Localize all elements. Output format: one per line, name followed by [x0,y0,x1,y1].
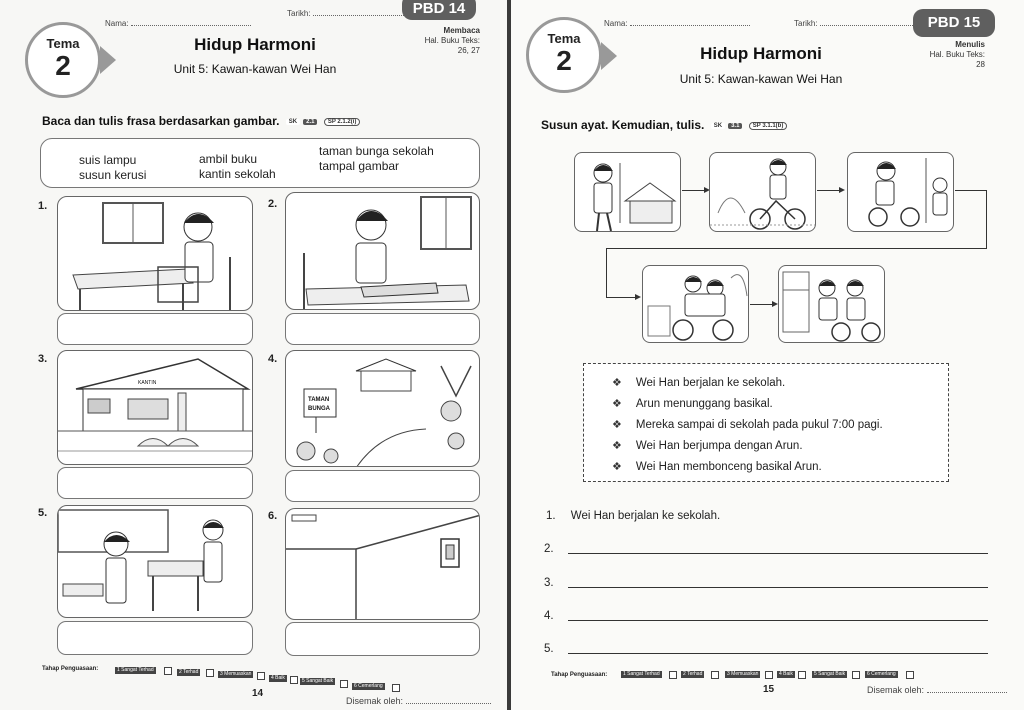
flow-connector [606,248,987,249]
nama-label: Nama: [105,19,129,28]
story-picture-riding-together [642,265,749,343]
sentence-text: Mereka sampai di sekolah pada pukul 7:00 pagi. [635,419,883,431]
tema-badge [25,22,101,98]
taman-sign-2: BUNGA [308,406,330,412]
taman-sign-1: TAMAN [308,397,330,403]
level-label: 4 Baik [779,671,793,677]
answer-box-5[interactable] [57,621,253,655]
page-number: 15 [763,684,775,695]
garden-illustration [286,351,480,467]
meeting-illustration [848,153,954,232]
instruction-text: Susun ayat. Kemudian, tulis. [541,118,705,132]
sentence-text: Wei Han berjalan ke sekolah. [635,377,786,389]
picture-canteen [57,350,253,465]
story-picture-cycling [709,152,816,232]
item-number: 6. [268,510,278,522]
answer-number: 1. [546,510,556,522]
classroom-illustration [58,506,253,618]
sentence-item [612,376,785,389]
tema-arrow-icon [601,42,617,70]
phrase-item: susun kerusi [79,168,147,182]
picture-girls-in-classroom [57,505,253,618]
level-checkbox[interactable] [257,672,265,680]
answer-line-5[interactable] [568,653,988,654]
answer-number: 5. [544,643,554,655]
phrase-item: taman bunga sekolah [319,144,434,158]
boy-chair-illustration [58,197,253,311]
buku-pages: 28 [976,60,985,69]
answer-line-4[interactable] [568,620,988,621]
flow-connector [986,190,987,248]
cycling-illustration [710,153,816,232]
level-checkbox[interactable] [906,671,914,679]
phrase-item: suis lampu [79,153,137,167]
arriving-school-illustration [779,266,885,343]
item-number: 4. [268,353,278,365]
item-number: 1. [38,200,48,212]
disemak-label: Disemak oleh: [346,696,404,706]
sentence-text: Wei Han membonceng basikal Arun. [635,461,822,473]
boy-book-illustration [286,193,480,310]
picture-boy-with-book [285,192,480,310]
level-label: 2 Terhad [683,671,703,677]
answer-line-3[interactable] [568,587,988,588]
tema-number: 2 [55,50,71,81]
instruction-text: Baca dan tulis frasa berdasarkan gambar. [42,114,280,128]
instruction [541,118,787,132]
answer-box-2[interactable] [285,313,480,345]
level-checkbox[interactable] [340,680,348,688]
flow-arrow [606,297,636,298]
answer-number: 2. [544,543,554,555]
page-title: Hidup Harmoni [700,44,822,63]
sentence-text: Arun menunggang basikal. [635,398,773,410]
level-checkbox[interactable] [798,671,806,679]
picture-light-switch-room [285,508,480,620]
skill-label: Menulis [955,40,985,49]
level-checkbox[interactable] [206,669,214,677]
answer-number: 3. [544,577,554,589]
item-number: 3. [38,353,48,365]
sentence-item [612,418,883,431]
arrow-right-icon [635,294,641,300]
answer-box-3[interactable] [57,467,253,499]
tahap-label: Tahap Penguasaan: [551,672,608,678]
flow-connector [606,248,607,298]
skill-label: Membaca [443,26,480,35]
level-label: 1 Sangat Terhad [117,667,154,673]
worksheet-page-pbd15 [511,0,1024,710]
kantin-sign: KANTIN [138,380,157,386]
example-answer: Wei Han berjalan ke sekolah. [570,510,721,522]
phrase-item: ambil buku [199,152,258,166]
level-checkbox[interactable] [669,671,677,679]
level-label: 4 Baik [271,675,285,681]
tarikh-field[interactable] [287,8,408,18]
answer-box-6[interactable] [285,622,480,656]
disemak-field[interactable] [346,696,491,706]
picture-flower-garden [285,350,480,467]
riding-together-illustration [643,266,749,343]
unit-title: Unit 5: Kawan-kawan Wei Han [679,72,843,86]
tema-badge [526,17,602,93]
buku-pages: 26, 27 [457,46,480,55]
page-number: 14 [252,688,264,699]
skill-meta [899,40,985,70]
answer-box-4[interactable] [285,470,480,502]
tema-number: 2 [556,45,572,76]
story-picture-meeting [847,152,954,232]
phrase-item: kantin sekolah [199,167,276,181]
level-checkbox[interactable] [852,671,860,679]
level-label: 1 Sangat Terhad [623,671,660,677]
story-picture-arriving-school [778,265,885,343]
item-number: 5. [38,507,48,519]
flow-arrow [682,190,706,191]
tema-label: Tema [547,31,581,46]
level-label: 3 Memuaskan [727,671,759,677]
level-label: 5 Sangat Baik [302,678,334,684]
answer-box-1[interactable] [57,313,253,345]
item-number: 2. [268,198,278,210]
sentence-item [612,460,822,473]
diamond-bullet-icon: ❖ [612,440,622,452]
tarikh-label: Tarikh: [287,9,311,18]
canteen-illustration [58,351,253,465]
picture-boy-arranging-chair [57,196,253,311]
level-checkbox[interactable] [164,667,172,675]
page-title: Hidup Harmoni [194,35,316,54]
arrow-right-icon [839,187,845,193]
unit-title: Unit 5: Kawan-kawan Wei Han [173,62,337,76]
level-checkbox[interactable] [290,676,298,684]
answer-row-1 [546,510,720,522]
sk-code: 3.1 [728,123,742,129]
sentence-box [583,363,949,482]
level-checkbox[interactable] [711,671,719,679]
flow-arrow [750,304,774,305]
pbd-tab: PBD 14 [402,0,476,20]
answer-line-2[interactable] [568,553,988,554]
skill-meta [395,26,480,56]
level-label: 6 Cemerlang [354,683,383,689]
diamond-bullet-icon: ❖ [612,377,622,389]
pbd-tab: PBD 15 [913,9,995,37]
level-label: 2 Terhad [179,669,199,675]
diamond-bullet-icon: ❖ [612,398,622,410]
sk-label: SK [286,119,300,125]
flow-arrow [817,190,841,191]
level-label: 3 Memuaskan [220,671,252,677]
diamond-bullet-icon: ❖ [612,419,622,431]
answer-number: 4. [544,610,554,622]
level-label: 5 Sangat Baik [814,671,846,677]
phrase-item: tampal gambar [319,159,400,173]
worksheet-page-pbd14 [0,0,507,710]
sp-code: SP 3.1.1(b) [749,122,788,130]
disemak-field[interactable] [867,685,1007,695]
tahap-label: Tahap Penguasaan: [42,666,99,672]
nama-field[interactable] [105,18,251,28]
sentence-item [612,397,773,410]
instruction [42,114,360,128]
phrase-box [40,138,480,188]
nama-label: Nama: [604,19,628,28]
buku-label: Hal. Buku Teks: [929,50,985,59]
buku-label: Hal. Buku Teks: [424,36,480,45]
flow-arrow [955,190,987,191]
nama-field[interactable] [604,18,750,28]
story-picture-walking [574,152,681,232]
sentence-text: Wei Han berjumpa dengan Arun. [635,440,803,452]
room-illustration [286,509,480,620]
disemak-label: Disemak oleh: [867,685,925,695]
level-checkbox[interactable] [765,671,773,679]
sentence-item [612,439,803,452]
level-label: 6 Cemerlang [867,671,896,677]
tema-label: Tema [46,36,80,51]
sk-label: SK [711,123,725,129]
walking-illustration [575,153,681,232]
sp-code: SP 2.1.2(i) [324,118,361,126]
diamond-bullet-icon: ❖ [612,461,622,473]
tema-arrow-icon [100,46,116,74]
level-checkbox[interactable] [392,684,400,692]
sk-code: 2.1 [303,119,317,125]
tarikh-label: Tarikh: [794,19,818,28]
tarikh-field[interactable] [794,18,915,28]
